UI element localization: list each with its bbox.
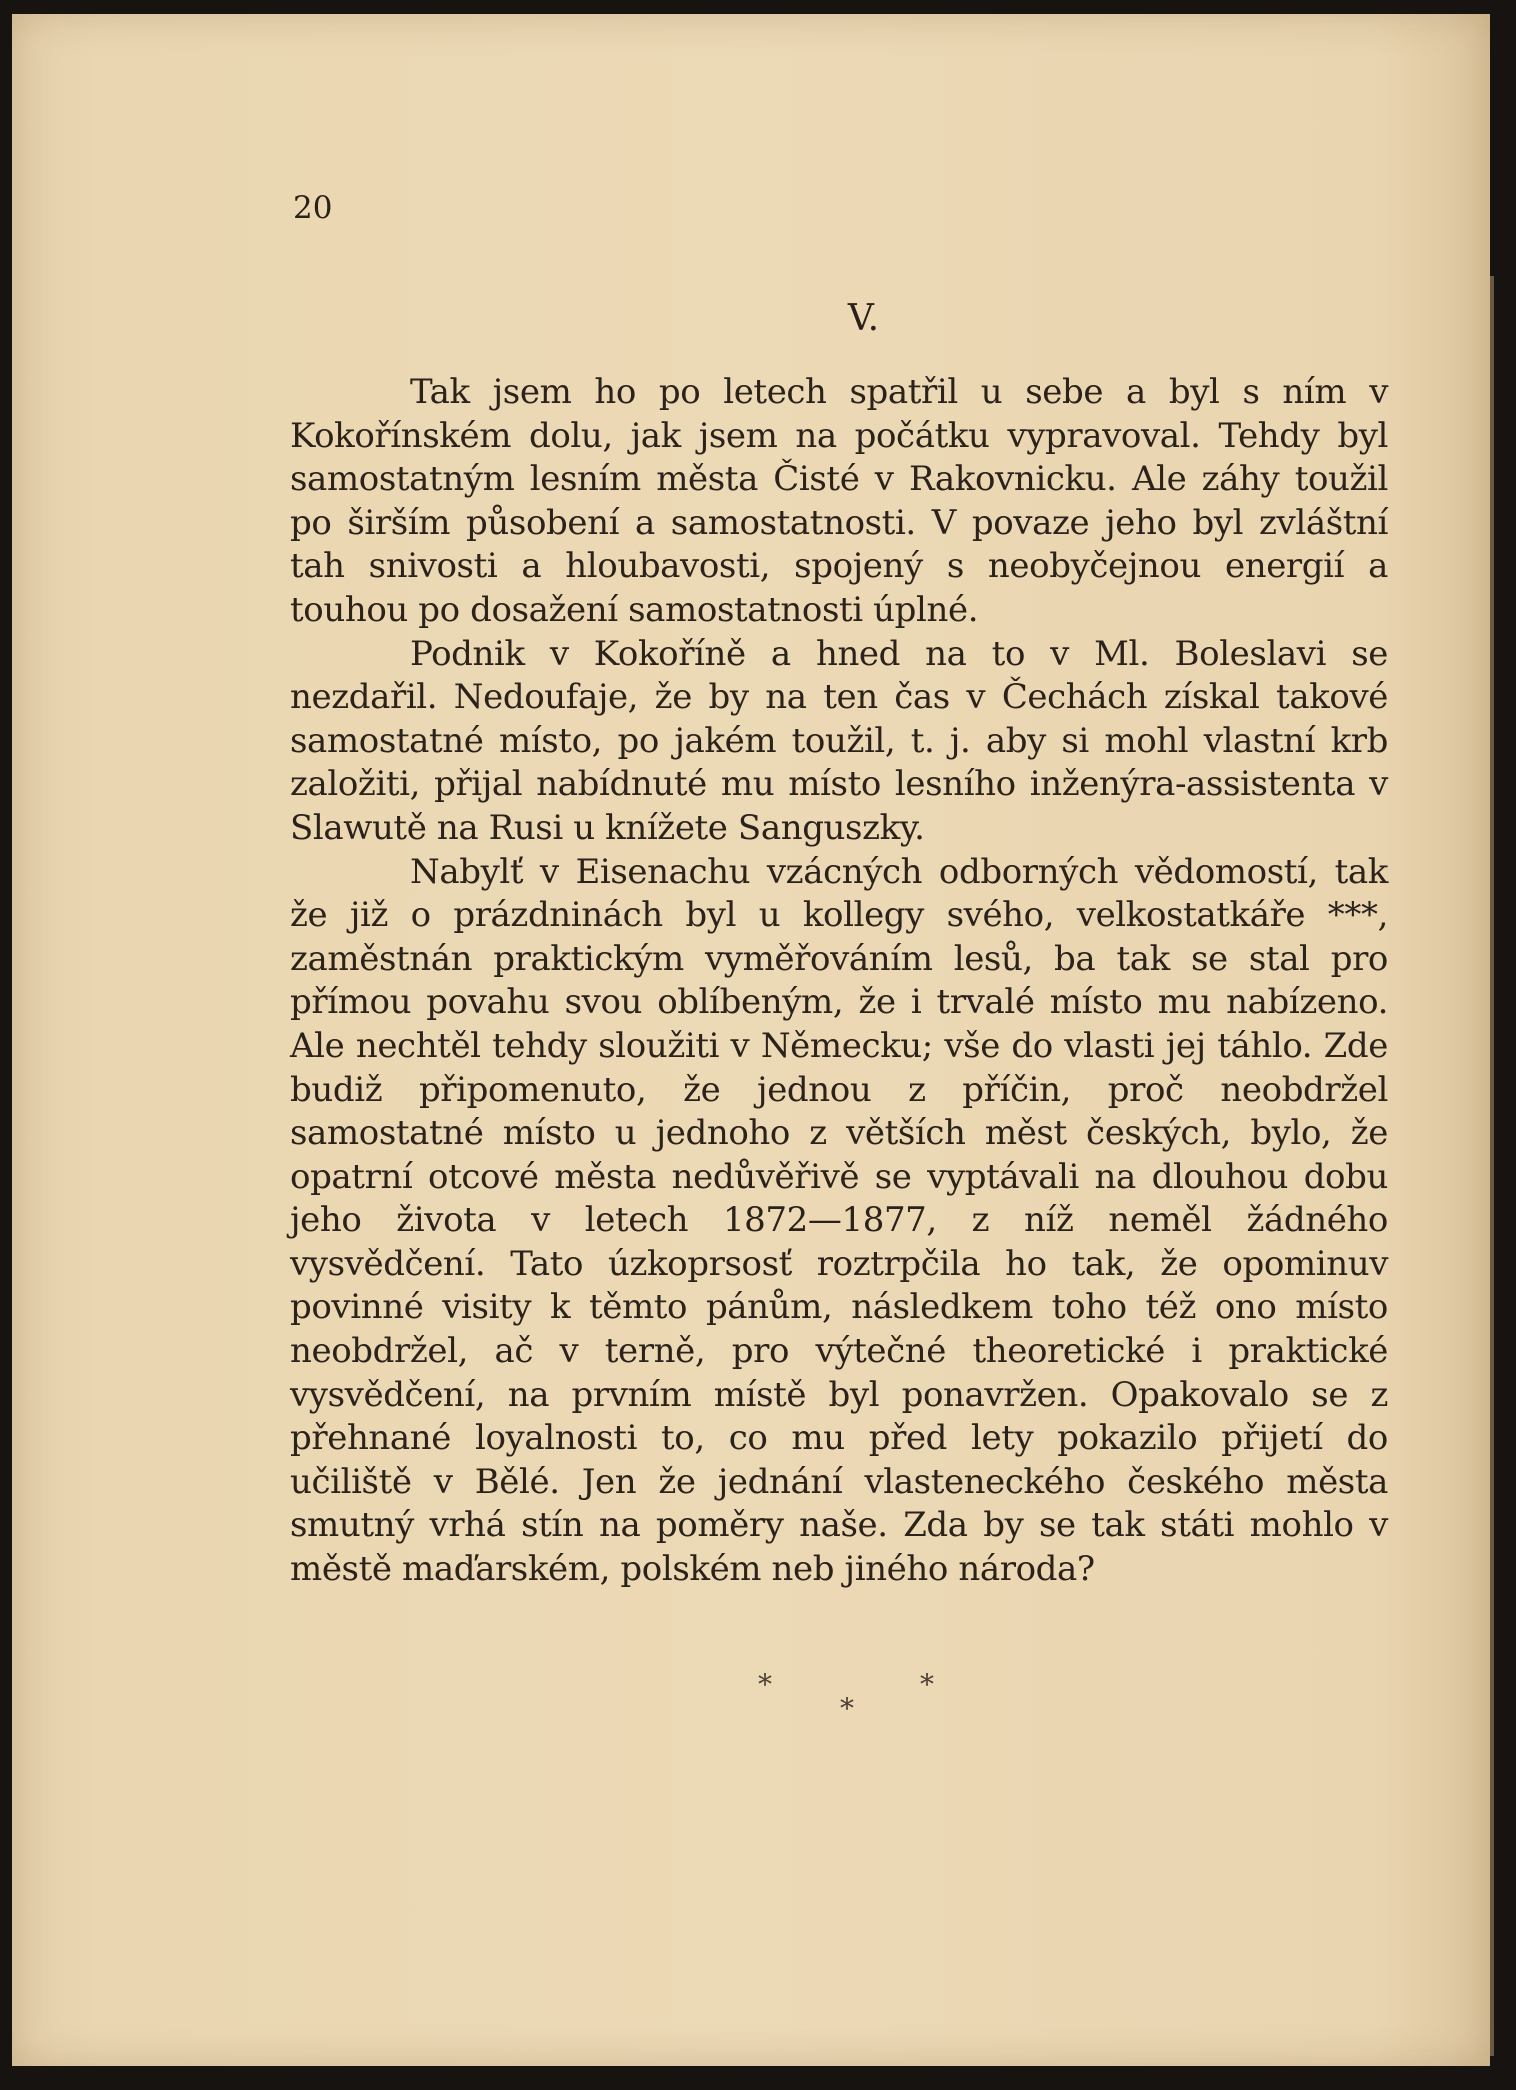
body-text [290, 371, 1388, 1592]
chapter-heading: V. [847, 298, 880, 339]
asterisk: * [920, 1668, 934, 1701]
page-number: 20 [293, 190, 333, 226]
asterisk: * [840, 1692, 854, 1725]
paragraph: Nabylť v Eisenachu vzácných odborných vědomostí, tak že již o prázdninách byl u kollegy svého, velkostatkáře ***, zaměstnán praktickým vyměřováním lesů, ba tak se stal pro přímou povahu svou oblíbeným, že i trvalé místo mu nabízeno. Ale nechtěl tehdy sloužiti v Německu; vše do vlasti jej táhlo. Zde budiž připomenuto, že jednou z příčin, proč neobdržel samostatné místo u jednoho z větších měst českých, bylo, že opatrní otcové města nedůvěřivě se vyptávali na dlouhou dobu jeho života v letech 1872—1877, z níž neměl žádného vysvědčení. Tato úzkoprsosť roztrpčila ho tak, že opominuv povinné visity k těmto pánům, následkem toho též ono místo neobdržel, ač v terně, pro výtečné theoretické i praktické vysvědčení, na prvním místě byl ponavržen. Opakovalo se z přehnané loyalnosti to, co mu před lety pokazilo přijetí do učiliště v Bělé. Jen že jednání vlasteneckého českého města smutný vrhá stín na poměry naše. Zda by se tak státi mohlo v městě maďarském, polském neb jiného národa? [290, 851, 1388, 1590]
page-edge-shadow [1490, 276, 1494, 2056]
paragraph: Tak jsem ho po letech spatřil u sebe a byl s ním v Kokořínském dolu, jak jsem na počátku vypravoval. Tehdy byl samostatným lesním města Čisté v Rakovnicku. Ale záhy toužil po širším působení a samostatnosti. V povaze jeho byl zvláštní tah snivosti a hloubavosti, spojený s neobyčejnou energií a touhou po dosažení samostatnosti úplné. [290, 372, 1388, 630]
paragraph: Podnik v Kokoříně a hned na to v Ml. Boleslavi se nezdařil. Nedoufaje, že by na ten čas v Čechách získal takové samostatné místo, po jakém toužil, t. j. aby si mohl vlastní krb založiti, přijal nabídnuté mu místo lesního inženýra-assistenta v Slawutě na Rusi u knížete Sanguszky. [290, 633, 1388, 848]
asterisk: * [758, 1668, 772, 1701]
section-break-asterism [740, 1668, 960, 1738]
